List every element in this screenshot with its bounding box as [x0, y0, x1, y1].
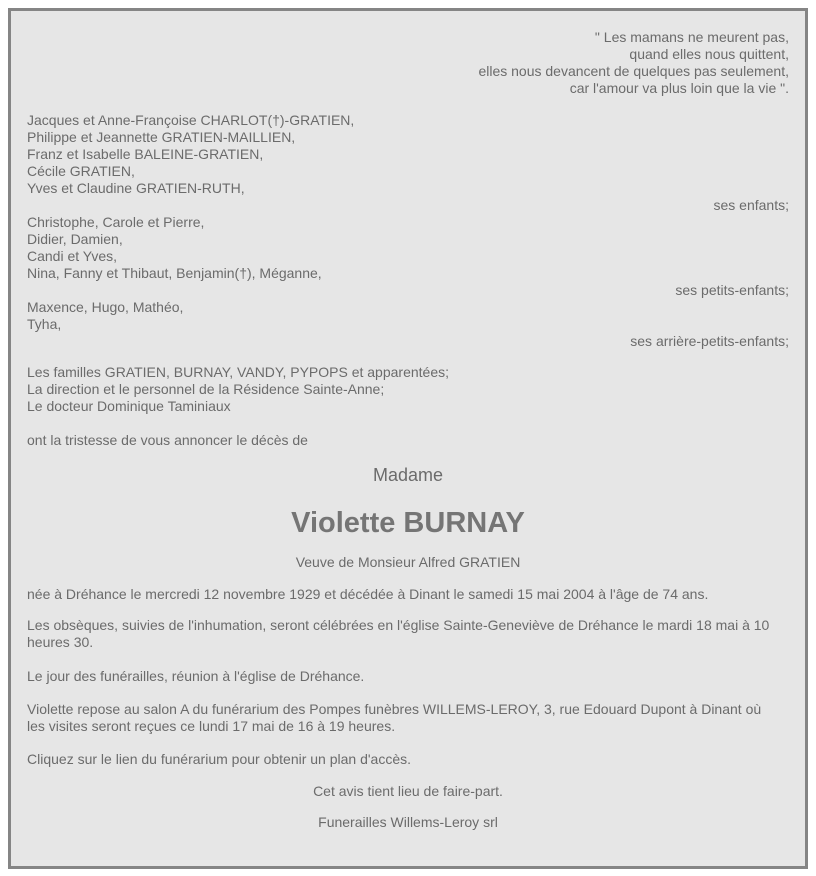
quote-line: elles nous devancent de quelques pas seulement,: [478, 63, 789, 79]
grandchild-entry: Christophe, Carole et Pierre,: [27, 214, 205, 230]
deceased-name: Violette BURNAY: [291, 507, 525, 539]
child-entry: Jacques et Anne-Françoise CHARLOT(†)-GRATIEN,: [27, 112, 355, 128]
quote-line: " Les mamans ne meurent pas,: [594, 29, 789, 45]
family-entry: La direction et le personnel de la Résidence Sainte-Anne;: [27, 381, 385, 397]
child-entry: Yves et Claudine GRATIEN-RUTH,: [27, 180, 245, 196]
grandchildren-list: [27, 214, 789, 299]
great-grandchildren-list: [27, 299, 789, 350]
deceased-title: Madame: [372, 465, 444, 485]
obituary-content: [27, 27, 789, 831]
obituary-frame: [8, 8, 808, 869]
meeting-text: Le jour des funérailles, réunion à l'église de Dréhance.: [27, 668, 365, 684]
funerarium-link-text[interactable]: Cliquez sur le lien du funérarium pour obtenir un plan d'accès.: [27, 751, 412, 767]
visitation-text: Violette repose au salon A du funérarium des Pompes funèbres WILLEMS-LEROY, 3, rue Edouard Dupont à Dinant où les visites seront reçues ce lundi 17 mai de 16 à 19 heures.: [27, 701, 762, 734]
children-label: ses enfants;: [713, 197, 789, 213]
family-entry: Le docteur Dominique Taminiaux: [27, 398, 231, 414]
great-grandchildren-label: ses arrière-petits-enfants;: [630, 333, 789, 349]
grandchildren-label: ses petits-enfants;: [675, 282, 789, 298]
widow-of-text: Veuve de Monsieur Alfred GRATIEN: [295, 554, 521, 570]
quote-line: car l'amour va plus loin que la vie ".: [569, 80, 789, 96]
grandchild-entry: Candi et Yves,: [27, 248, 118, 264]
great-grandchild-entry: Tyha,: [27, 316, 62, 332]
child-entry: Franz et Isabelle BALEINE-GRATIEN,: [27, 146, 264, 162]
families-list: [27, 364, 789, 415]
child-entry: Cécile GRATIEN,: [27, 163, 135, 179]
family-entry: Les familles GRATIEN, BURNAY, VANDY, PYPOPS et apparentées;: [27, 364, 449, 380]
great-grandchild-entry: Maxence, Hugo, Mathéo,: [27, 299, 184, 315]
birth-death-text: née à Dréhance le mercredi 12 novembre 1929 et décédée à Dinant le samedi 15 mai 2004 à l'âge de 74 ans.: [27, 586, 709, 602]
grandchild-entry: Nina, Fanny et Thibaut, Benjamin(†), Méganne,: [27, 265, 322, 281]
children-list: [27, 112, 789, 214]
grandchild-entry: Didier, Damien,: [27, 231, 123, 247]
funeral-text: Les obsèques, suivies de l'inhumation, seront célébrées en l'église Sainte-Geneviève de Dréhance le mardi 18 mai à 10 heures 30.: [27, 617, 770, 650]
child-entry: Philippe et Jeannette GRATIEN-MAILLIEN,: [27, 129, 296, 145]
quote-block: [27, 29, 789, 97]
announcement-text: ont la tristesse de vous annoncer le décès de: [27, 432, 308, 448]
quote-line: quand elles nous quittent,: [629, 46, 789, 62]
notice-text: Cet avis tient lieu de faire-part.: [313, 783, 503, 799]
funeral-home-name: Funerailles Willems-Leroy srl: [318, 814, 498, 830]
